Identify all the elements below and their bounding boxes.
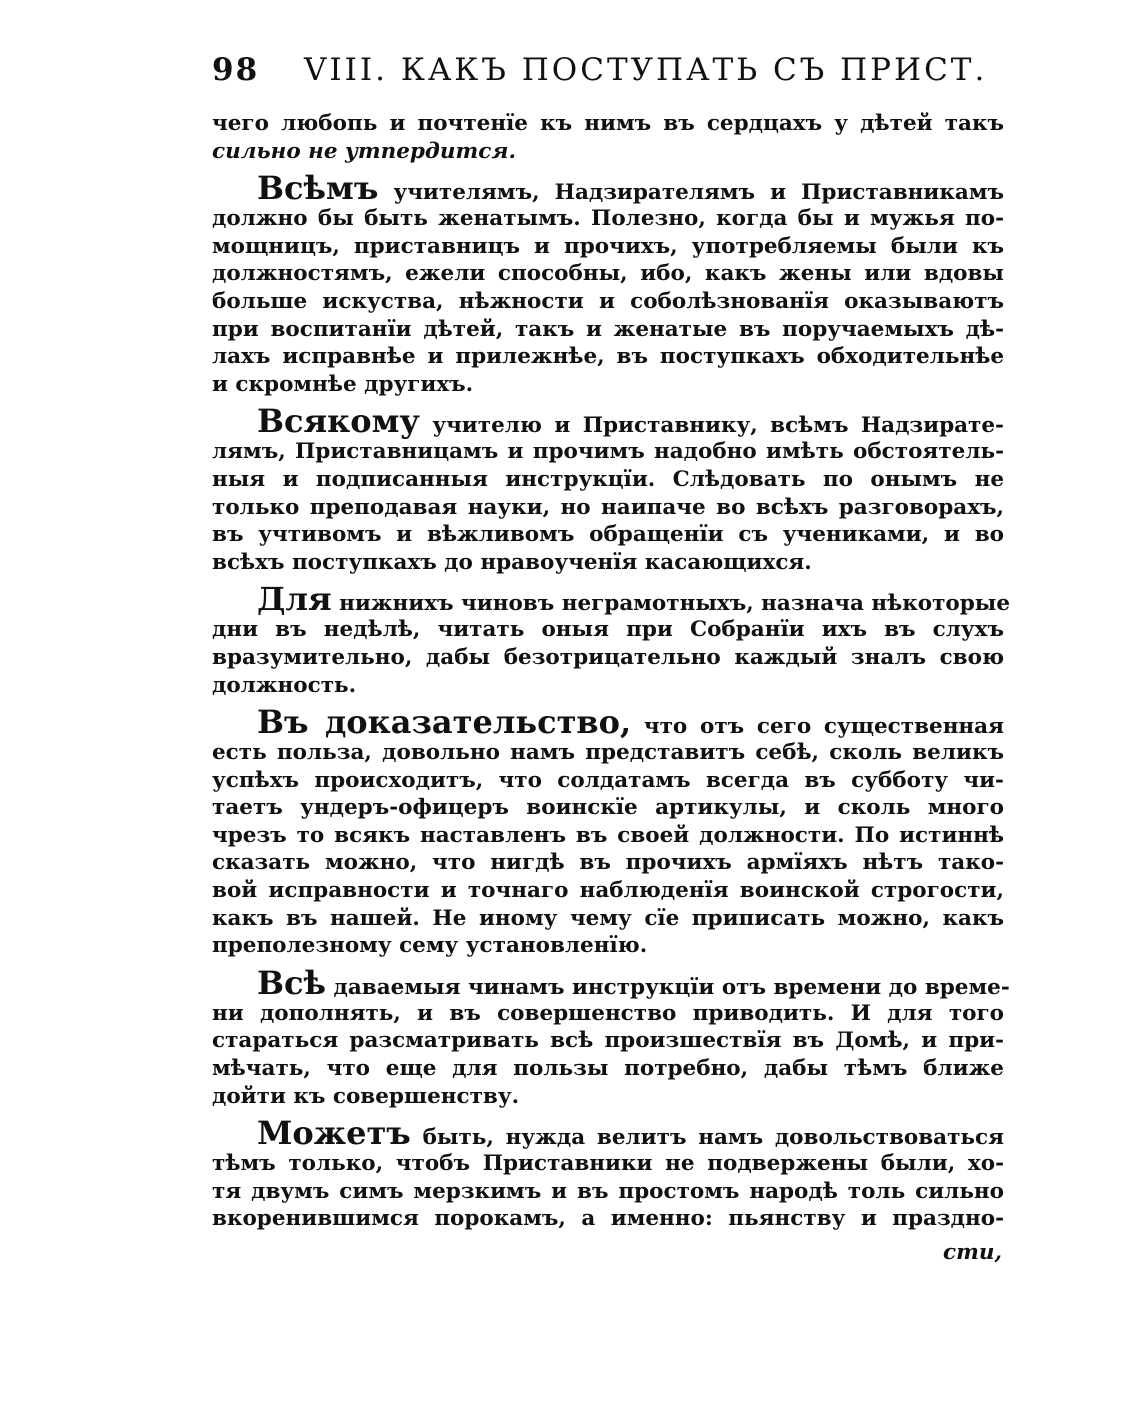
text-line: есть польза, довольно намъ представитъ себѣ, сколь великъ [212,740,1004,766]
catchword: сти, [943,1240,1002,1265]
text-line: сказать можно, что нигдѣ въ прочихъ армїяхъ нѣтъ тако- [212,850,1004,876]
lead-word: Въ доказательство, [257,703,632,742]
text-line: лахъ исправнѣе и прилежнѣе, въ поступкахъ обходительнѣе [212,344,1004,370]
text-line: чего любопь и почтенїе къ нимъ въ сердцахъ у дѣтей такъ [212,111,1004,136]
text-line: больше искуства, нѣжности и соболѣзнованїя оказываютъ [212,288,1004,314]
text-line: и скромнѣе другихъ. [212,371,474,397]
text-line: только преподавая науки, но наипаче во всѣхъ разговорахъ, [212,494,1004,520]
text-line: всѣхъ поступкахъ до нравоученїя касающихся. [212,549,812,575]
text-line: тя двумъ симъ мерзкимъ и въ простомъ народѣ толь сильно [212,1178,1004,1204]
text-line: должно бы быть женатымъ. Полезно, когда бы и мужья по- [212,206,1004,232]
paragraph-first-line [212,580,1011,619]
text-line: вкоренившимся порокамъ, а именно: пьянству и праздно- [212,1206,1004,1232]
page-body [212,110,1011,1267]
first-line-text: нижнихъ чиновъ неграмотныхъ, назнача нѣкоторые [339,591,1011,617]
text-line: дойти къ совершенству. [212,1083,520,1109]
paragraph-first-line [212,402,1004,441]
text-line: тѣмъ только, чтобъ Приставники не подвержены были, хо- [212,1151,1004,1177]
lead-word: Для [257,580,332,619]
lead-word: Всякому [257,402,420,441]
page-header [212,52,1002,96]
text-line: стараться разсматривать всѣ произшествїя въ Домѣ, и при- [212,1028,1004,1054]
paragraph-supplement [212,963,1010,1110]
first-line-text: что отъ сего существенная [643,714,1004,740]
paragraph-proof [212,705,1004,960]
paragraph-first-line [212,963,1010,1002]
lead-word: Всѣ [257,963,327,1002]
text-line: вразумительно, дабы безотрицательно каждый зналъ свою [212,644,1004,670]
page-number: 98 [212,52,260,88]
text-line: лямъ, Приставницамъ и прочимъ надобно имѣть обстоятель- [212,439,1004,465]
first-line-text: учителямъ, Надзирателямъ и Приставникамъ [393,180,1004,206]
running-title: VIII. КАКЪ ПОСТУПАТЬ СЪ ПРИСТ. [304,52,988,88]
text-line: въ учтивомъ и вѣжливомъ обращенїи съ учениками, и во [212,522,1004,548]
text-line: при воспитанїи дѣтей, такъ и женатые въ поручаемыхъ дѣ- [212,316,1004,342]
lead-word: Всѣмъ [257,169,379,208]
paragraph-first-line [212,1114,1004,1153]
text-line: ныя и подписанныя инструкцїи. Слѣдовать по онымъ не [212,466,1004,492]
text-line: чрезъ то всякъ наставленъ въ своей должности. По истиннѣ [212,822,1004,848]
paragraph-first-line [212,169,1004,208]
paragraph-first-line [212,703,1004,742]
first-line-text: быть, нужда велитъ намъ довольствоваться [422,1125,1004,1151]
text-line: мѣчать, что еще для пользы потребно, дабы тѣмъ ближе [212,1056,1004,1082]
text-line: вой исправности и точнаго наблюденїя воинской строгости, [212,878,1004,904]
paragraph-lower-ranks [212,580,1011,699]
text-line: мощницъ, приставницъ и прочихъ, употребляемы были къ [212,233,1004,259]
lead-word: Можетъ [257,1114,411,1153]
text-line: успѣхъ происходитъ, что солдатамъ всегда въ субботу чи- [212,767,1004,793]
paragraph-instructions [212,404,1004,576]
text-line: ни дополнять, и въ совершенство приводить. И для того [212,1000,1004,1026]
paragraph-vices [212,1116,1004,1233]
text-line: должность. [212,672,357,698]
paragraph-teachers-married [212,171,1004,398]
text-line: преполезному сему установленїю. [212,933,648,959]
paragraph-continuation [212,110,1004,165]
first-line-text: учителю и Приставнику, всѣмъ Надзирате- [432,413,1004,439]
text-line: дни въ недѣлѣ, читать оныя при Собранїи ихъ въ слухъ [212,617,1004,643]
text-line: сильно не утпердится. [212,138,516,164]
text-line: таетъ ундеръ-офицеръ воинскїе артикулы, и сколь много [212,795,1004,821]
text-line: должностямъ, ежели способны, ибо, какъ жены или вдовы [212,261,1004,287]
text-line: какъ въ нашей. Не иному чему сїе приписать можно, какъ [212,905,1004,931]
first-line-text: даваемыя чинамъ инструкцїи отъ времени до време- [333,974,1010,1000]
